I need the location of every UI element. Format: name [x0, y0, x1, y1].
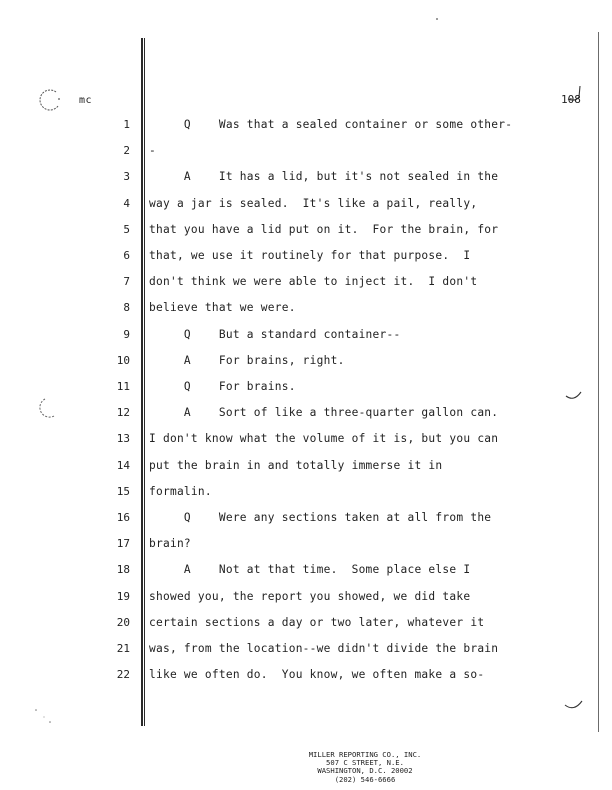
reporter-initials: mc [79, 95, 93, 106]
transcript-line-text: that, we use it routinely for that purpose. I [149, 249, 471, 262]
transcript-line-text: showed you, the report you showed, we did take [149, 589, 471, 603]
hook-mark-bottom [563, 698, 585, 714]
line-number: 8 [123, 301, 130, 315]
transcript-line-text: - [149, 144, 156, 158]
footer-phone: (202) 546-6666 [334, 774, 396, 784]
transcript-line-text: Q But a standard container-- [149, 327, 401, 341]
line-number: 2 [123, 144, 130, 158]
footer-city: WASHINGTON, D.C. 20002 [317, 766, 413, 776]
transcript-line-text: put the brain in and totally immerse it in [149, 458, 443, 472]
line-number: 16 [116, 511, 130, 524]
line-number: 9 [123, 327, 130, 341]
page-number: 108 [561, 93, 581, 106]
transcript-line-text: certain sections a day or two later, whatever it [149, 615, 485, 629]
scan-dot-top [434, 16, 440, 22]
line-number: 1 [123, 118, 130, 131]
footer-company: MILLER REPORTING CO., INC. [308, 750, 422, 759]
line-number: 12 [116, 406, 130, 420]
line-number: 22 [116, 668, 130, 682]
transcript-line-text: like we often do. You know, we often make a so- [149, 668, 485, 682]
transcript-line-text: believe that we were. [149, 301, 296, 315]
right-margin-line [598, 32, 599, 732]
line-number: 10 [116, 353, 130, 367]
transcript-line-text: don't think we were able to inject it. I don't [149, 275, 478, 289]
line-number: 15 [116, 484, 130, 498]
line-number: 3 [123, 170, 130, 184]
punch-hole-middle [34, 396, 60, 422]
left-margin-line [141, 38, 143, 726]
line-number: 13 [116, 432, 130, 446]
transcript-line-text: way a jar is sealed. It's like a pail, really, [149, 196, 478, 210]
transcript-line-text: Q Were any sections taken at all from the [149, 511, 492, 524]
line-number: 21 [116, 642, 130, 655]
punch-hole-top [36, 88, 64, 114]
line-number: 18 [116, 563, 130, 577]
transcript-line-text: Q For brains. [149, 380, 296, 393]
line-number: 5 [123, 222, 130, 236]
transcript-line-text: A Not at that time. Some place else I [149, 563, 471, 577]
footer-street: 507 C STREET, N.E. [326, 758, 404, 768]
transcript-line-text: formalin. [149, 484, 212, 498]
transcript-line-text: A It has a lid, but it's not sealed in the [149, 170, 499, 184]
line-number: 4 [123, 196, 130, 210]
reporter-footer [250, 751, 480, 784]
left-margin-line-inner [144, 38, 145, 726]
scan-speck-bottom [30, 700, 60, 730]
line-number: 11 [116, 380, 130, 393]
transcript-line-text: brain? [149, 537, 191, 551]
line-number: 7 [123, 275, 130, 289]
transcript-line-text: A Sort of like a three-quarter gallon can. [149, 406, 499, 420]
line-number: 6 [123, 249, 130, 262]
transcript-line-text: was, from the location--we didn't divide the brain [149, 642, 499, 655]
transcript-line-text: that you have a lid put on it. For the brain, for [149, 222, 499, 236]
transcript-line-text: I don't know what the volume of it is, but you can [149, 432, 499, 446]
line-number: 19 [116, 589, 130, 603]
transcript-line-text: A For brains, right. [149, 353, 345, 367]
line-number: 14 [116, 458, 130, 472]
transcript-line-text: Q Was that a sealed container or some other- [149, 118, 513, 131]
line-number: 20 [116, 615, 130, 629]
line-number: 17 [116, 537, 130, 551]
hook-mark-middle [564, 388, 584, 404]
